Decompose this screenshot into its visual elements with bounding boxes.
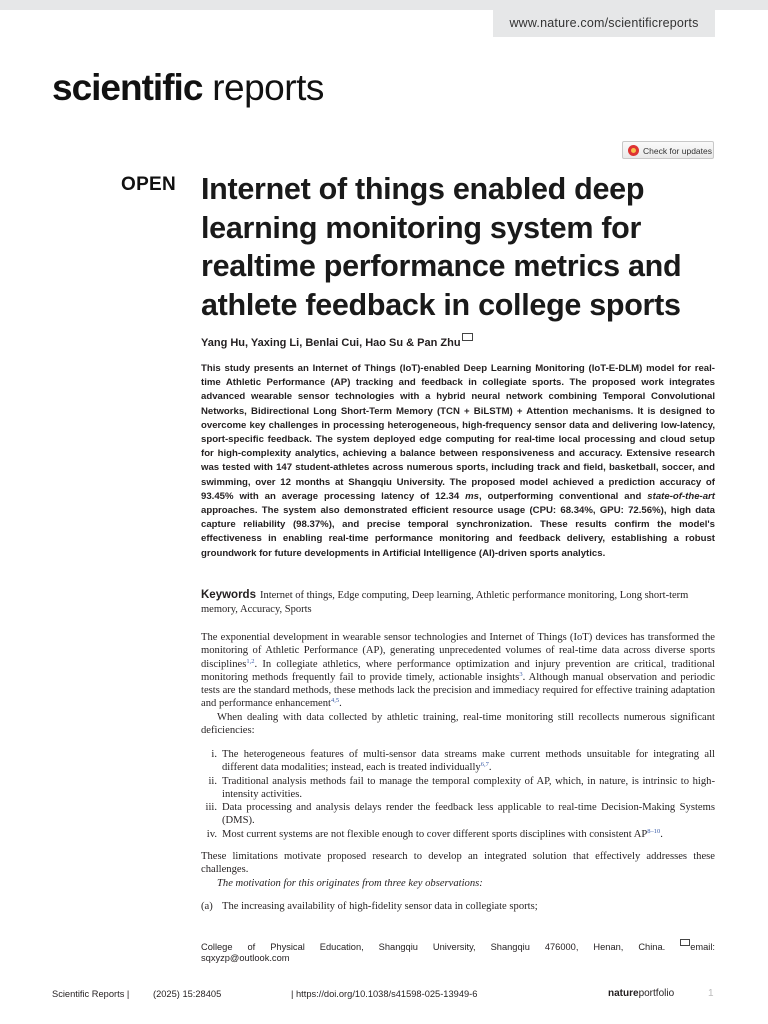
citation-link[interactable]: 3 <box>519 670 523 678</box>
check-for-updates-button[interactable] <box>622 141 714 159</box>
observation-text: The increasing availability of high-fidelity sensor data in collegiate sports; <box>222 901 538 912</box>
citation-link[interactable]: 8–10 <box>647 827 661 835</box>
keywords-list: Internet of things, Edge computing, Deep learning, Athletic performance monitoring, Long short-term memory, Accuracy, Sports <box>201 590 689 615</box>
intro-paragraph-4: The motivation for this originates from three key observations: <box>217 878 483 889</box>
list-number: iii. <box>205 802 217 814</box>
authors-text: Yang Hu, Yaxing Li, Benlai Cui, Hao Su & Pan Zhu <box>201 337 461 349</box>
list-item <box>201 828 715 841</box>
body-text: . In collegiate athletics, where performance optimization and injury prevention are critical, traditional monitoring methods frequently fail to provide timely, actionable insights <box>201 658 715 683</box>
list-number: iv. <box>206 828 217 840</box>
affiliation <box>201 939 715 954</box>
intro-paragraph-1 <box>201 631 715 711</box>
footer-journal: Scientific Reports | <box>52 989 130 999</box>
intro-paragraph-2: When dealing with data collected by athletic training, real-time monitoring still recollects numerous significant deficiencies: <box>201 712 715 737</box>
email-label: email: <box>690 942 715 952</box>
list-text: Data processing and analysis delays render the feedback less applicable to real-time Decision-Making Systems (DMS). <box>222 802 715 827</box>
footer-volume: (2025) 15:28405 <box>153 989 222 999</box>
brand-bold: scientific <box>52 67 203 108</box>
abstract-part: This study presents an Internet of Things (IoT)-enabled Deep Learning Monitoring (IoT-E-DLM) model for real-time Athletic Performance (AP) tracking and feedback in collegiate sports. The proposed work integrates advanced wearable sensor technologies with a hybrid neural network combining Temporal Convolutional Networks, Bidirectional Long Short-Term Memory (TCN + BiLSTM) + Attention mechanisms. It is designed to overcome key challenges in processing heterogeneous, high-frequency sensor data and delivering low-latency, sport-specific feedback. The system deployed edge computing for real-time local processing and cloud setup for high-complexity analytics, achieving a balance between responsiveness and accuracy. Extensive research was tested with 147 student-athletes across numerous sports, including track and field, basketball, soccer, and swimming, over 12 months at Shangqiu University. The proposed model achieved a prediction accuracy of 93.45% with an average processing latency of 12.34 <box>201 363 715 502</box>
citation-link[interactable]: 6,7 <box>480 761 489 769</box>
crossmark-icon <box>628 145 639 156</box>
brand-light: reports <box>212 67 324 108</box>
list-text: Traditional analysis methods fail to manage the temporal complexity of AP, which, in nature, is intrinsic to high-intensity activities. <box>222 775 715 800</box>
publisher-logo[interactable] <box>608 988 674 999</box>
list-text: The heterogeneous features of multi-sensor data streams make current methods unsuitable for integrating all different data modalities; instead, each is treated individually <box>222 749 715 774</box>
keywords <box>201 588 715 617</box>
observation-item-a <box>201 901 538 912</box>
abstract <box>201 362 715 561</box>
body-text: . Although manual observation and periodic tests are the standard methods, these methods lack the precision and immediacy required for effective training adaptation and performance enhancement <box>201 671 715 710</box>
list-item <box>201 775 715 802</box>
list-text: Most current systems are not flexible enough to cover different sports disciplines with consistent AP <box>222 828 648 840</box>
publisher-light: portfolio <box>638 988 675 999</box>
top-strip <box>0 0 768 10</box>
list-number: i. <box>211 749 217 760</box>
page-number: 1 <box>708 988 714 999</box>
abstract-part: , outperforming conventional and <box>479 490 648 502</box>
list-item <box>201 748 715 775</box>
list-number: ii. <box>208 775 217 787</box>
list-text-end: . <box>488 762 492 774</box>
list-text-end: . <box>660 828 663 840</box>
envelope-icon <box>680 939 690 946</box>
check-for-updates-label: Check for updates <box>643 146 712 156</box>
list-item <box>201 801 715 828</box>
intro-paragraph-3: These limitations motivate proposed research to develop an integrated solution that effectively addresses these challenges. <box>201 851 715 876</box>
affiliation-text: College of Physical Education, Shangqiu University, Shangqiu 476000, Henan, China. <box>201 942 666 952</box>
publisher-bold: nature <box>608 988 639 999</box>
observation-label: (a) <box>201 901 213 912</box>
citation-link[interactable]: 4,5 <box>331 697 340 705</box>
journal-url[interactable]: www.nature.com/scientificreports <box>493 10 715 37</box>
corresponding-author-envelope-icon[interactable] <box>462 333 473 341</box>
author-list <box>201 333 473 349</box>
article-title: Internet of things enabled deep learning monitoring system for realtime performance metrics and athlete feedback in college sports <box>201 172 682 322</box>
abstract-part: approaches. The system also demonstrated efficient resource usage (CPU: 68.34%, GPU: 72.56%), high data capture reliability (98.37%), and precise temporal synchronization. These results confirm the model's effectiveness in enabling real-time performance monitoring and feedback delivery, establishing a robust groundwork for future developments in Artificial Intelligence (AI)-driven sports analytics. <box>201 505 715 559</box>
keywords-heading: Keywords <box>201 589 256 601</box>
deficiency-list <box>201 748 715 841</box>
journal-brand[interactable] <box>52 66 324 110</box>
open-access-label: OPEN <box>121 174 177 195</box>
corresponding-email[interactable]: sqxyzp@outlook.com <box>201 953 290 963</box>
abstract-unit: ms <box>465 490 480 502</box>
body-text: The exponential development in wearable sensor technologies and Internet of Things (IoT) devices has transformed the monitoring of Athletic Performance (AP), generating unprecedented volumes of real-time data across diverse sports disciplines <box>201 632 715 670</box>
footer-doi-link[interactable]: | https://doi.org/10.1038/s41598-025-13949-6 <box>291 989 478 999</box>
body-text: . <box>339 698 342 710</box>
abstract-emphasis: state-of-the-art <box>647 490 715 502</box>
citation-link[interactable]: 1,2 <box>246 657 255 665</box>
